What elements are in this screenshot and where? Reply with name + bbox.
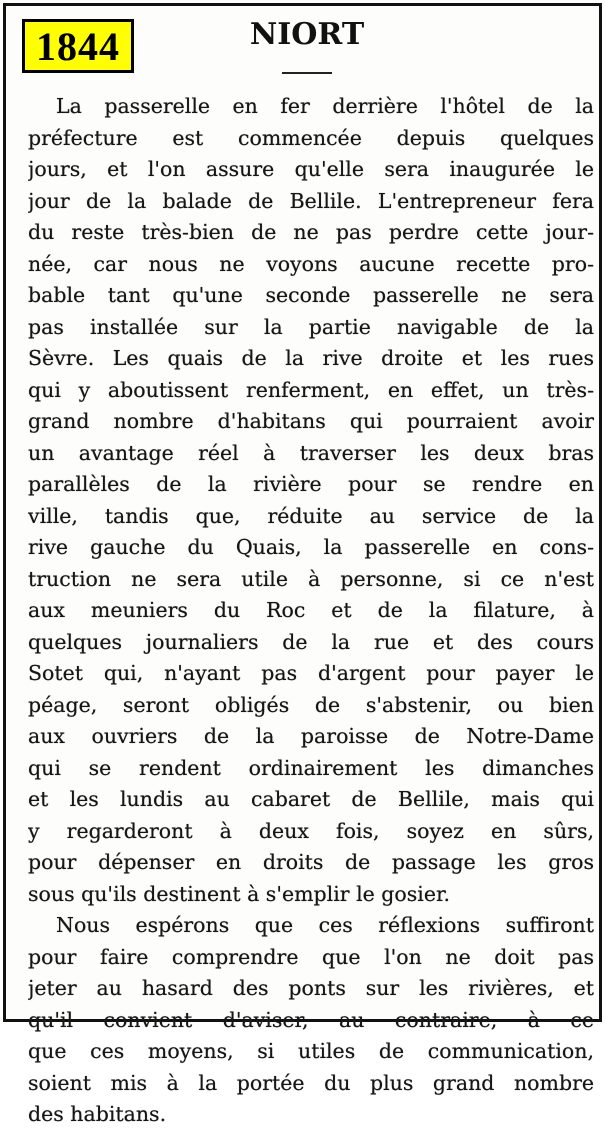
article-line: aux ouvriers de la paroisse de Notre-Dame: [28, 724, 594, 748]
article-line: péage, seront obligés de s'abstenir, ou bien: [28, 692, 594, 717]
article-line: que ces moyens, si utiles de communication,: [28, 1039, 594, 1063]
year-badge: 1844: [22, 19, 134, 73]
article-line: jeter au hasard des ponts sur les rivières, et: [28, 976, 594, 1000]
article-line: qu'il convient d'aviser, au contraire, à ce: [28, 1007, 594, 1032]
article-line: bable tant qu'une seconde passerelle ne sera: [28, 283, 594, 307]
article-line: qui se rendent ordinairement les dimanches: [28, 755, 594, 780]
article-line: Sotet qui, n'ayant pas d'argent pour payer le: [28, 661, 594, 685]
article-line: et les lundis au cabaret de Bellile, mais qui: [28, 787, 594, 811]
article-body: [28, 91, 594, 1131]
article-line: jours, et l'on assure qu'elle sera inaugurée le: [28, 157, 594, 181]
article-line: rive gauche du Quais, la passerelle en cons-: [28, 535, 594, 559]
article-line: parallèles de la rivière pour se rendre en: [28, 472, 594, 496]
article-line: quelques journaliers de la rue et des cours: [28, 629, 594, 654]
article-line: truction ne sera utile à personne, si ce n'est: [28, 566, 594, 591]
article-line: aux meuniers du Roc et de la filature, à: [28, 598, 594, 622]
article-line: pour faire comprendre que l'on ne doit pas: [28, 944, 594, 969]
masthead-title: NIORT: [249, 17, 365, 52]
article-line: du reste très-bien de ne pas perdre cette jour-: [28, 220, 594, 244]
article-line: qui y aboutissent renferment, en effet, un très-: [28, 377, 594, 402]
article-line: préfecture est commencée depuis quelques: [28, 125, 594, 150]
article-line: Sèvre. Les quais de la rive droite et les rues: [28, 346, 594, 370]
article-line: Nous espérons que ces réflexions suffiront: [56, 913, 594, 937]
masthead-rule: [282, 72, 332, 74]
newspaper-clipping: [3, 3, 602, 1126]
article-line: y regarderont à deux fois, soyez en sûrs,: [28, 818, 594, 843]
article-line: La passerelle en fer derrière l'hôtel de la: [56, 94, 594, 118]
article-line: des habitans.: [28, 1102, 167, 1126]
article-line: ville, tandis que, réduite au service de la: [28, 503, 594, 528]
article-line: pas installée sur la partie navigable de la: [28, 314, 594, 339]
article-line: jour de la balade de Bellile. L'entrepreneur fera: [28, 188, 594, 213]
article-line: soient mis à la portée du plus grand nombre: [28, 1070, 594, 1095]
article-line: grand nombre d'habitans qui pourraient avoir: [28, 409, 594, 433]
article-line: un avantage réel à traverser les deux bras: [28, 440, 594, 465]
article-line: sous qu'ils destinent à s'emplir le gosier.: [28, 881, 451, 906]
article-line: née, car nous ne voyons aucune recette pro-: [28, 251, 594, 276]
article-line: pour dépenser en droits de passage les gros: [28, 850, 594, 874]
